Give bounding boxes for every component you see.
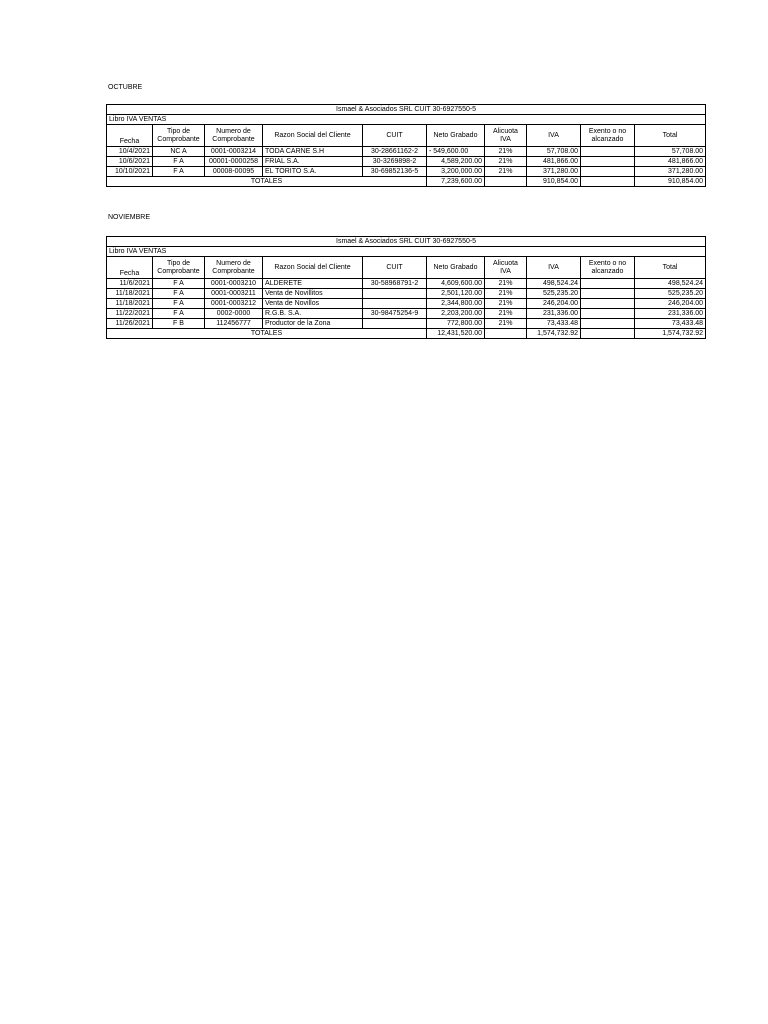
- cell-neto: 4,589,200.00: [427, 157, 485, 167]
- cell-exento: [581, 309, 635, 319]
- cell-neto: 2,203,200.00: [427, 309, 485, 319]
- cell-fecha: 11/18/2021: [107, 299, 153, 309]
- totals-alicuota-empty: [485, 329, 527, 339]
- cell-numero: 0001-0003210: [205, 279, 263, 289]
- cell-cuit: 30-28661162-2: [363, 147, 427, 157]
- header-total: Total: [635, 257, 706, 279]
- cell-iva: 246,204.00: [527, 299, 581, 309]
- header-razon: Razon Social del Cliente: [263, 257, 363, 279]
- cell-exento: [581, 319, 635, 329]
- cell-alicuota: 21%: [485, 319, 527, 329]
- cell-cuit: 30-3269898-2: [363, 157, 427, 167]
- header-neto: Neto Grabado: [427, 257, 485, 279]
- cell-fecha: 10/6/2021: [107, 157, 153, 167]
- cell-neto: 2,501,120.00: [427, 289, 485, 299]
- totals-neto: 12,431,520.00: [427, 329, 485, 339]
- cell-razon: ALDERETE: [263, 279, 363, 289]
- table-row: [107, 319, 706, 329]
- cell-iva: 231,336.00: [527, 309, 581, 319]
- section-month-octubre: OCTUBRE: [108, 84, 143, 91]
- cell-alicuota: 21%: [485, 147, 527, 157]
- cell-total: 246,204.00: [635, 299, 706, 309]
- section-month-noviembre: NOVIEMBRE: [108, 214, 151, 221]
- cell-neto: 4,609,600.00: [427, 279, 485, 289]
- cell-tipo: F A: [153, 157, 205, 167]
- cell-numero: 00001-0000258: [205, 157, 263, 167]
- company-title: Ismael & Asociados SRL CUIT 30-6927550-5: [107, 237, 706, 247]
- cell-cuit: 30-69852136-5: [363, 167, 427, 177]
- header-cuit: CUIT: [363, 257, 427, 279]
- header-alicuota: Alicuota IVA: [485, 125, 527, 147]
- cell-total: 498,524.24: [635, 279, 706, 289]
- cell-fecha: 11/18/2021: [107, 289, 153, 299]
- libro-iva-table-octubre: [106, 104, 706, 187]
- cell-tipo: F A: [153, 309, 205, 319]
- cell-total: 73,433.48: [635, 319, 706, 329]
- totals-row: [107, 329, 706, 339]
- header-fecha: Fecha: [107, 125, 153, 147]
- cell-tipo: F A: [153, 289, 205, 299]
- cell-alicuota: 21%: [485, 289, 527, 299]
- header-fecha: Fecha: [107, 257, 153, 279]
- header-razon: Razon Social del Cliente: [263, 125, 363, 147]
- cell-iva: 371,280.00: [527, 167, 581, 177]
- cell-total: 231,336.00: [635, 309, 706, 319]
- cell-total: 57,708.00: [635, 147, 706, 157]
- cell-total: 525,235.20: [635, 289, 706, 299]
- totals-exento-empty: [581, 177, 635, 187]
- cell-exento: [581, 147, 635, 157]
- cell-iva: 525,235.20: [527, 289, 581, 299]
- cell-numero: 0001-0003214: [205, 147, 263, 157]
- cell-exento: [581, 167, 635, 177]
- cell-razon: Productor de la Zona: [263, 319, 363, 329]
- header-neto: Neto Grabado: [427, 125, 485, 147]
- cell-iva: 481,866.00: [527, 157, 581, 167]
- cell-fecha: 11/26/2021: [107, 319, 153, 329]
- cell-neto: - 549,600.00: [427, 147, 485, 157]
- cell-tipo: F A: [153, 167, 205, 177]
- cell-alicuota: 21%: [485, 299, 527, 309]
- table-row: [107, 299, 706, 309]
- cell-razon: Venta de Novillitos: [263, 289, 363, 299]
- book-title: Libro IVA VENTAS: [107, 115, 706, 125]
- cell-tipo: F A: [153, 279, 205, 289]
- cell-cuit: 30-98475254-9: [363, 309, 427, 319]
- cell-alicuota: 21%: [485, 309, 527, 319]
- header-alicuota: Alicuota IVA: [485, 257, 527, 279]
- totals-neto: 7,239,600.00: [427, 177, 485, 187]
- cell-fecha: 11/22/2021: [107, 309, 153, 319]
- cell-exento: [581, 279, 635, 289]
- cell-fecha: 10/10/2021: [107, 167, 153, 177]
- cell-razon: EL TORITO S.A.: [263, 167, 363, 177]
- header-tipo: Tipo de Comprobante: [153, 257, 205, 279]
- cell-iva: 73,433.48: [527, 319, 581, 329]
- company-title: Ismael & Asociados SRL CUIT 30-6927550-5: [107, 105, 706, 115]
- cell-numero: 0001-0003211: [205, 289, 263, 299]
- totals-total: 910,854.00: [635, 177, 706, 187]
- cell-numero: 00008-00095: [205, 167, 263, 177]
- libro-iva-table-noviembre: [106, 236, 706, 339]
- cell-cuit: [363, 289, 427, 299]
- cell-numero: 112456777: [205, 319, 263, 329]
- totals-alicuota-empty: [485, 177, 527, 187]
- cell-tipo: F A: [153, 299, 205, 309]
- cell-tipo: NC A: [153, 147, 205, 157]
- totals-label: TOTALES: [107, 329, 427, 339]
- cell-iva: 57,708.00: [527, 147, 581, 157]
- table-row: [107, 289, 706, 299]
- cell-total: 481,866.00: [635, 157, 706, 167]
- header-numero: Numero de Comprobante: [205, 257, 263, 279]
- cell-exento: [581, 299, 635, 309]
- table-row: [107, 157, 706, 167]
- cell-razon: TODA CARNE S.H: [263, 147, 363, 157]
- cell-alicuota: 21%: [485, 157, 527, 167]
- cell-neto: 3,200,000.00: [427, 167, 485, 177]
- cell-razon: R.G.B. S.A.: [263, 309, 363, 319]
- header-iva: IVA: [527, 257, 581, 279]
- header-numero: Numero de Comprobante: [205, 125, 263, 147]
- book-title: Libro IVA VENTAS: [107, 247, 706, 257]
- cell-exento: [581, 289, 635, 299]
- table-row: [107, 279, 706, 289]
- header-tipo: Tipo de Comprobante: [153, 125, 205, 147]
- cell-razon: FRIAL S.A.: [263, 157, 363, 167]
- cell-cuit: 30-58968791-2: [363, 279, 427, 289]
- totals-label: TOTALES: [107, 177, 427, 187]
- totals-exento-empty: [581, 329, 635, 339]
- header-cuit: CUIT: [363, 125, 427, 147]
- table-row: [107, 147, 706, 157]
- cell-alicuota: 21%: [485, 167, 527, 177]
- table-row: [107, 309, 706, 319]
- totals-total: 1,574,732.92: [635, 329, 706, 339]
- totals-row: [107, 177, 706, 187]
- totals-iva: 910,854.00: [527, 177, 581, 187]
- header-total: Total: [635, 125, 706, 147]
- cell-exento: [581, 157, 635, 167]
- cell-numero: 0002-0000: [205, 309, 263, 319]
- cell-cuit: [363, 319, 427, 329]
- cell-iva: 498,524.24: [527, 279, 581, 289]
- cell-razon: Venta de Novillos: [263, 299, 363, 309]
- cell-numero: 0001-0003212: [205, 299, 263, 309]
- header-exento: Exento o no alcanzado: [581, 257, 635, 279]
- table-row: [107, 167, 706, 177]
- totals-iva: 1,574,732.92: [527, 329, 581, 339]
- cell-tipo: F B: [153, 319, 205, 329]
- cell-fecha: 11/6/2021: [107, 279, 153, 289]
- cell-alicuota: 21%: [485, 279, 527, 289]
- cell-total: 371,280.00: [635, 167, 706, 177]
- cell-neto: 2,344,800.00: [427, 299, 485, 309]
- cell-fecha: 10/4/2021: [107, 147, 153, 157]
- header-iva: IVA: [527, 125, 581, 147]
- cell-cuit: [363, 299, 427, 309]
- header-exento: Exento o no alcanzado: [581, 125, 635, 147]
- cell-neto: 772,800.00: [427, 319, 485, 329]
